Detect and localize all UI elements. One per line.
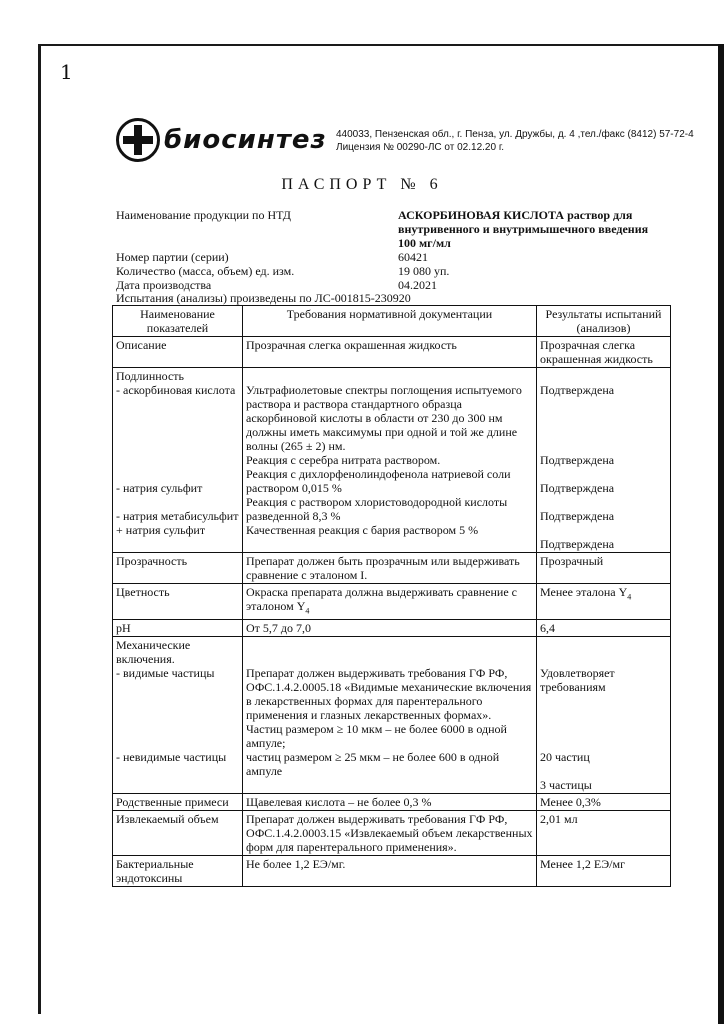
dcpip-requirement: Реакция с дихлорфенолиндофенола натриевой соли раствором 0,015 % [246,467,511,495]
metabisulfite-name: - натрия метабисульфит + натрия сульфит [116,509,239,537]
table-row [113,337,671,368]
row-name: Извлекаемый объем [113,811,243,856]
row-name: Цветность [113,584,243,620]
spacer [540,694,667,750]
row-result: Прозрачная слегка окрашенная жидкость [537,337,671,368]
table-row [113,811,671,856]
address-line: 440033, Пензенская обл., г. Пенза, ул. Дружбы, д. 4 ,тел./факс (8412) 57-72-4 [336,129,694,140]
header-requirements: Требования нормативной документации [243,306,537,337]
spacer [246,638,533,666]
row-result: Прозрачный [537,553,671,584]
spacer [540,638,667,666]
batch-value: 60421 [398,250,428,264]
spacer [540,523,667,537]
production-date-value: 04.2021 [398,278,437,292]
silver-result: Подтверждена [540,453,615,467]
row-requirement: Прозрачная слегка окрашенная жидкость [243,337,537,368]
row-result: 6,4 [537,620,671,637]
dcpip-result: Подтверждена [540,481,615,495]
table-row [113,637,671,794]
invisible-requirement-1: Частиц размером ≥ 10 мкм – не более 6000 в одной ампуле; [246,722,507,751]
spacer [540,467,667,481]
header-parameter: Наименование показателей [113,306,243,337]
invisible-result-1: 20 частиц [540,750,590,765]
visible-requirement: Препарат должен выдерживать требования ГФ РФ, ОФС.1.4.2.0005.18 «Видимые механические включения в лекарственных формах для парентерального применения и глазных лекарственных формах». [246,666,532,723]
table-row [113,856,671,887]
row-name: pH [113,620,243,637]
table-row [113,368,671,553]
table-row [113,584,671,620]
header-results: Результаты испытаний (анализов) [537,306,671,337]
row-requirement: Препарат должен быть прозрачным или выдерживать сравнение с эталоном I. [243,553,537,584]
document-title: ПАСПОРТ № 6 [281,176,443,193]
row-name: Описание [113,337,243,368]
silver-requirement: Реакция с серебра нитрата раствором. [246,453,441,467]
table-row [113,794,671,811]
authenticity-title: Подлинность [116,369,185,383]
spacer [116,397,239,481]
color-requirement: Окраска препарата должна выдерживать сравнение с эталоном Y [246,585,518,613]
color-result-sub: 4 [627,592,632,602]
metabisulfite-result: Подтверждена [540,537,615,551]
table-row [113,553,671,584]
table-header-row [113,306,671,337]
visible-result: Удовлетворяет требованиям [540,666,615,695]
batch-label: Номер партии (серии) [116,250,229,264]
company-address [336,128,694,154]
row-name: Бактериальные эндотоксины [113,856,243,887]
spacer [540,397,667,453]
license-line: Лицензия № 00290-ЛС от 02.12.20 г. [336,142,505,153]
handwritten-mark: 1 [60,60,73,84]
sulfite-name: - натрия сульфит [116,481,203,495]
uv-result: Подтверждена [540,383,615,397]
spacer [540,764,667,778]
row-requirement: Щавелевая кислота – не более 0,3 % [243,794,537,811]
row-name [113,637,243,794]
row-result: Менее 0,3% [537,794,671,811]
row-requirement: Не более 1,2 ЕЭ/мг. [243,856,537,887]
cross-logo-icon [116,118,160,162]
spacer [540,369,667,383]
row-requirement [243,368,537,553]
sulfite-result: Подтверждена [540,509,615,523]
mechanical-title: Механические включения. [116,638,191,667]
spacer [540,495,667,509]
product-value: АСКОРБИНОВАЯ КИСЛОТА раствор для внутривенного и внутримышечного введения 100 мг/мл [398,208,649,250]
sulfite-requirement: Реакция с раствором хлористоводородной кислоты разведенной 8,3 % [246,495,508,523]
row-requirement: Препарат должен выдерживать требования ГФ РФ, ОФС.1.4.2.0003.15 «Извлекаемый объем лекарственных форм для парентерального применения». [243,811,537,856]
invisible-result-2: 3 частицы [540,778,592,793]
logo-text: биосинтез [164,125,327,155]
row-name [113,368,243,553]
table-row [113,620,671,637]
row-result [537,368,671,553]
color-requirement-sub: 4 [305,606,310,616]
row-requirement [243,637,537,794]
quantity-label: Количество (масса, объем) ед. изм. [116,264,295,278]
row-result [537,584,671,620]
row-requirement: От 5,7 до 7,0 [243,620,537,637]
quantity-value: 19 080 уп. [398,264,450,278]
uv-requirement: Ультрафиолетовые спектры поглощения испытуемого раствора и раствора стандартного образца аскорбиновой кислоты в области от 230 до 300 нм должны иметь максимумы при одной и той же длине волны (265 ± 2) нм. [246,383,522,453]
spacer [116,495,239,509]
visible-name: - видимые частицы [116,666,215,681]
tests-label: Испытания (анализы) произведены по ЛС-001815-230920 [116,291,411,305]
company-logo [116,118,327,162]
results-table [112,305,671,887]
spacer [246,369,533,383]
row-name: Прозрачность [113,553,243,584]
row-result: 2,01 мл [537,811,671,856]
product-label: Наименование продукции по НТД [116,208,291,222]
page-border-top [38,44,718,46]
row-result: Менее 1,2 ЕЭ/мг [537,856,671,887]
ascorbic-name: - аскорбиновая кислота [116,383,236,397]
metabisulfite-requirement: Качественная реакция с бария раствором 5 % [246,523,479,537]
spacer [116,680,239,750]
invisible-name: - невидимые частицы [116,750,227,765]
production-date-label: Дата производства [116,278,212,292]
row-requirement [243,584,537,620]
row-result [537,637,671,794]
invisible-requirement-2: частиц размером ≥ 25 мкм – не более 600 в одной ампуле [246,750,500,779]
row-name: Родственные примеси [113,794,243,811]
color-result: Менее эталона Y [540,585,628,599]
